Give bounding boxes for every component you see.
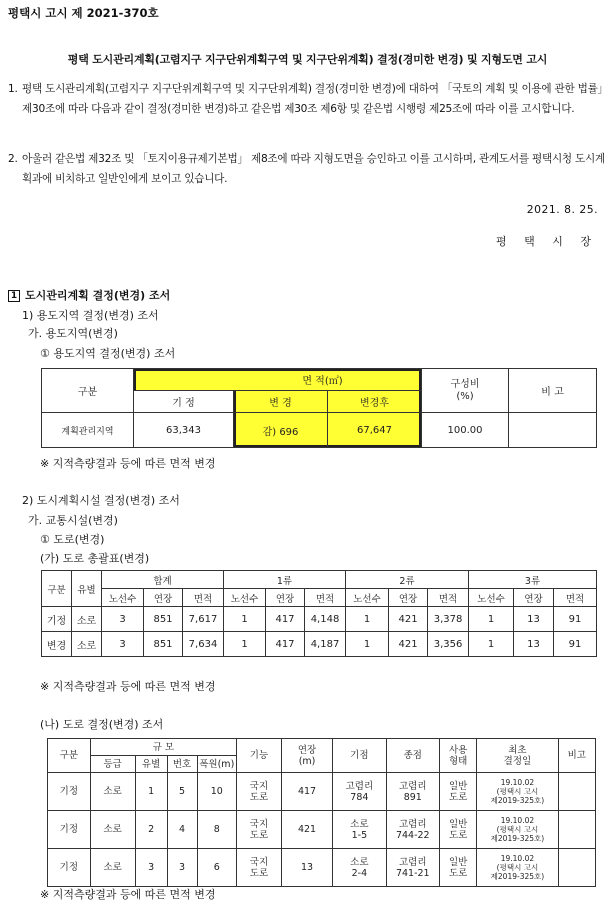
note-area-change-3: ※ 지적측량결과 등에 따른 면적 변경 — [40, 888, 216, 901]
summary-cell: 851 — [144, 607, 183, 632]
decision-cell: 국지 도로 — [237, 773, 282, 811]
summary-cell: 1 — [346, 607, 389, 632]
summary-cell: 417 — [266, 632, 305, 657]
summary-cell: 1 — [346, 632, 389, 657]
subsection-zoning: 1) 용도지역 결정(변경) 조서 — [22, 309, 159, 322]
decision-cell: 3 — [135, 849, 167, 887]
summary-subheader-length: 연장 — [389, 589, 428, 607]
decision-cell: 기정 — [48, 849, 91, 887]
decision-cell: 고렴리 784 — [333, 773, 386, 811]
decision-cell: 고렴리 744-22 — [386, 811, 439, 849]
zoning-cell-ratio: 100.00 — [422, 413, 509, 448]
decision-cell: 소로 — [90, 849, 135, 887]
summary-cell: 소로 — [72, 632, 102, 657]
summary-header-class1: 1류 — [224, 571, 346, 589]
summary-cell: 13 — [514, 632, 554, 657]
notice-date: 2021. 8. 25. — [526, 203, 598, 216]
zoning-header-remarks: 비 고 — [509, 369, 597, 413]
decision-header-usage: 사용 형태 — [439, 739, 476, 773]
zoning-header-after: 변경후 — [328, 391, 422, 413]
summary-cell: 417 — [266, 607, 305, 632]
subsection-zoning-table-title: ① 용도지역 결정(변경) 조서 — [40, 347, 176, 360]
summary-cell: 7,617 — [183, 607, 224, 632]
summary-cell: 421 — [389, 632, 428, 657]
subsection-facility: 2) 도시계획시설 결정(변경) 조서 — [22, 494, 180, 507]
note-area-change-1: ※ 지적측량결과 등에 따른 면적 변경 — [40, 457, 216, 470]
decision-row-3 — [48, 849, 596, 887]
summary-cell: 3 — [102, 632, 144, 657]
summary-subheader-area: 면적 — [183, 589, 224, 607]
summary-cell: 기정 — [42, 607, 72, 632]
zoning-header-change: 변 경 — [234, 391, 328, 413]
decision-cell: 고렴리 741-21 — [386, 849, 439, 887]
zoning-table — [41, 368, 597, 448]
decision-subheader-number: 번호 — [167, 756, 197, 773]
decision-cell: 417 — [281, 773, 332, 811]
summary-cell: 변경 — [42, 632, 72, 657]
decision-header-scale: 규 모 — [90, 739, 236, 756]
section-title-text: 도시관리계획 결정(변경) 조서 — [25, 289, 171, 302]
paragraph-1 — [8, 79, 608, 119]
paragraph-1-number: 1. — [8, 83, 18, 95]
decision-cell: 기정 — [48, 773, 91, 811]
decision-cell — [558, 811, 595, 849]
decision-cell: 19.10.02 (평택시 고시 제2019-325호) — [477, 849, 558, 887]
section-title — [8, 287, 170, 303]
decision-header-start: 기점 — [333, 739, 386, 773]
paragraph-2-text: 아울러 같은법 제32조 및 「토지이용규제기본법」 제8조에 따라 지형도면을 승인하고 이를 고시하며, 관계도서를 평택시청 도시계획과에 비치하고 일반인에게 보이고 있습니다. — [22, 153, 605, 185]
zoning-cell-existing: 63,343 — [134, 413, 234, 448]
summary-cell: 4,148 — [305, 607, 346, 632]
decision-cell: 고렴리 891 — [386, 773, 439, 811]
zoning-header-ratio: 구성비 (%) — [422, 369, 509, 413]
summary-cell: 1 — [469, 632, 514, 657]
decision-cell: 소로 1-5 — [333, 811, 386, 849]
decision-cell — [558, 773, 595, 811]
summary-cell: 7,634 — [183, 632, 224, 657]
decision-cell: 8 — [197, 811, 237, 849]
paragraph-1-text: 평택 도시관리계획(고렴지구 지구단위계획구역 및 지구단위계획) 결정(경미한 변경)에 대하여 「국토의 계획 및 이용에 관한 법률」 제30조에 따라 다음과 같이 결정(경미한 변경)하고 같은법 제30조 제6항 및 같은법 시행령 제25조에 따라 이를 고시합니다. — [22, 83, 608, 115]
summary-cell: 소로 — [72, 607, 102, 632]
summary-header-class3: 3류 — [469, 571, 597, 589]
decision-cell: 2 — [135, 811, 167, 849]
decision-header-first-decision: 최초 결정일 — [477, 739, 558, 773]
decision-cell: 421 — [281, 811, 332, 849]
decision-cell: 기정 — [48, 811, 91, 849]
subsection-road: ① 도로(변경) — [40, 533, 105, 546]
summary-cell: 3 — [102, 607, 144, 632]
summary-cell: 91 — [554, 607, 597, 632]
summary-cell: 421 — [389, 607, 428, 632]
decision-subheader-width: 폭원(m) — [197, 756, 237, 773]
summary-cell: 4,187 — [305, 632, 346, 657]
road-decision-table — [47, 738, 596, 887]
subsection-facility-a: 가. 교통시설(변경) — [28, 514, 118, 527]
subsection-road-decision: (나) 도로 결정(변경) 조서 — [40, 718, 164, 731]
summary-subheader-lines: 노선수 — [346, 589, 389, 607]
decision-cell: 1 — [135, 773, 167, 811]
summary-cell: 851 — [144, 632, 183, 657]
decision-cell: 소로 — [90, 773, 135, 811]
decision-cell: 19.10.02 (평택시 고시 제2019-325호) — [477, 773, 558, 811]
decision-cell: 13 — [281, 849, 332, 887]
decision-header-function: 기능 — [237, 739, 282, 773]
summary-cell: 3,378 — [428, 607, 469, 632]
document-title: 평택 도시관리계획(고렴지구 지구단위계획구역 및 지구단위계획) 결정(경미한 변경) 및 지형도면 고시 — [67, 53, 548, 66]
decision-row-2 — [48, 811, 596, 849]
summary-cell: 91 — [554, 632, 597, 657]
decision-cell: 일반 도로 — [439, 773, 476, 811]
paragraph-2 — [8, 149, 608, 189]
subsection-road-summary: (가) 도로 총괄표(변경) — [40, 552, 150, 565]
summary-cell: 3,356 — [428, 632, 469, 657]
decision-cell: 국지 도로 — [237, 849, 282, 887]
decision-cell: 10 — [197, 773, 237, 811]
zoning-cell-remarks — [509, 413, 597, 448]
decision-subheader-grade: 등급 — [90, 756, 135, 773]
decision-cell: 5 — [167, 773, 197, 811]
summary-header-category: 구분 — [42, 571, 72, 607]
decision-cell: 국지 도로 — [237, 811, 282, 849]
decision-cell: 19.10.02 (평택시 고시 제2019-325호) — [477, 811, 558, 849]
summary-cell: 1 — [224, 607, 266, 632]
decision-header-end: 종점 — [386, 739, 439, 773]
decision-subheader-type: 유별 — [135, 756, 167, 773]
summary-cell: 1 — [224, 632, 266, 657]
summary-subheader-length: 연장 — [514, 589, 554, 607]
zoning-cell-after: 67,647 — [328, 413, 422, 448]
section-number-box: 1 — [8, 290, 20, 302]
decision-cell: 6 — [197, 849, 237, 887]
zoning-cell-category: 계획관리지역 — [42, 413, 134, 448]
zoning-header-area: 면 적(㎡) — [134, 369, 422, 391]
notice-number: 평택시 고시 제 2021-370호 — [8, 6, 159, 20]
summary-header-type: 유별 — [72, 571, 102, 607]
decision-cell — [558, 849, 595, 887]
decision-cell: 3 — [167, 849, 197, 887]
zoning-header-existing: 기 정 — [134, 391, 234, 413]
subsection-zoning-a: 가. 용도지역(변경) — [28, 327, 118, 340]
road-summary-table — [41, 570, 597, 657]
decision-row-1 — [48, 773, 596, 811]
decision-cell: 소로 — [90, 811, 135, 849]
summary-cell: 1 — [469, 607, 514, 632]
summary-row-existing — [42, 607, 597, 632]
summary-header-total: 합계 — [102, 571, 224, 589]
decision-header-category: 구분 — [48, 739, 91, 773]
summary-cell: 13 — [514, 607, 554, 632]
summary-subheader-lines: 노선수 — [224, 589, 266, 607]
summary-subheader-length: 연장 — [266, 589, 305, 607]
paragraph-2-number: 2. — [8, 153, 18, 165]
decision-header-remarks: 비고 — [558, 739, 595, 773]
decision-cell: 4 — [167, 811, 197, 849]
summary-subheader-area: 면적 — [428, 589, 469, 607]
summary-subheader-length: 연장 — [144, 589, 183, 607]
summary-subheader-area: 면적 — [305, 589, 346, 607]
summary-header-class2: 2류 — [346, 571, 469, 589]
summary-subheader-lines: 노선수 — [469, 589, 514, 607]
decision-cell: 일반 도로 — [439, 811, 476, 849]
note-area-change-2: ※ 지적측량결과 등에 따른 면적 변경 — [40, 680, 216, 693]
decision-cell: 소로 2-4 — [333, 849, 386, 887]
decision-header-length: 연장 (m) — [281, 739, 332, 773]
summary-row-changed — [42, 632, 597, 657]
decision-cell: 일반 도로 — [439, 849, 476, 887]
summary-subheader-lines: 노선수 — [102, 589, 144, 607]
summary-subheader-area: 면적 — [554, 589, 597, 607]
issuer: 평 택 시 장 — [496, 235, 598, 248]
zoning-header-category: 구분 — [42, 369, 134, 413]
zoning-cell-change: 감) 696 — [234, 413, 328, 448]
